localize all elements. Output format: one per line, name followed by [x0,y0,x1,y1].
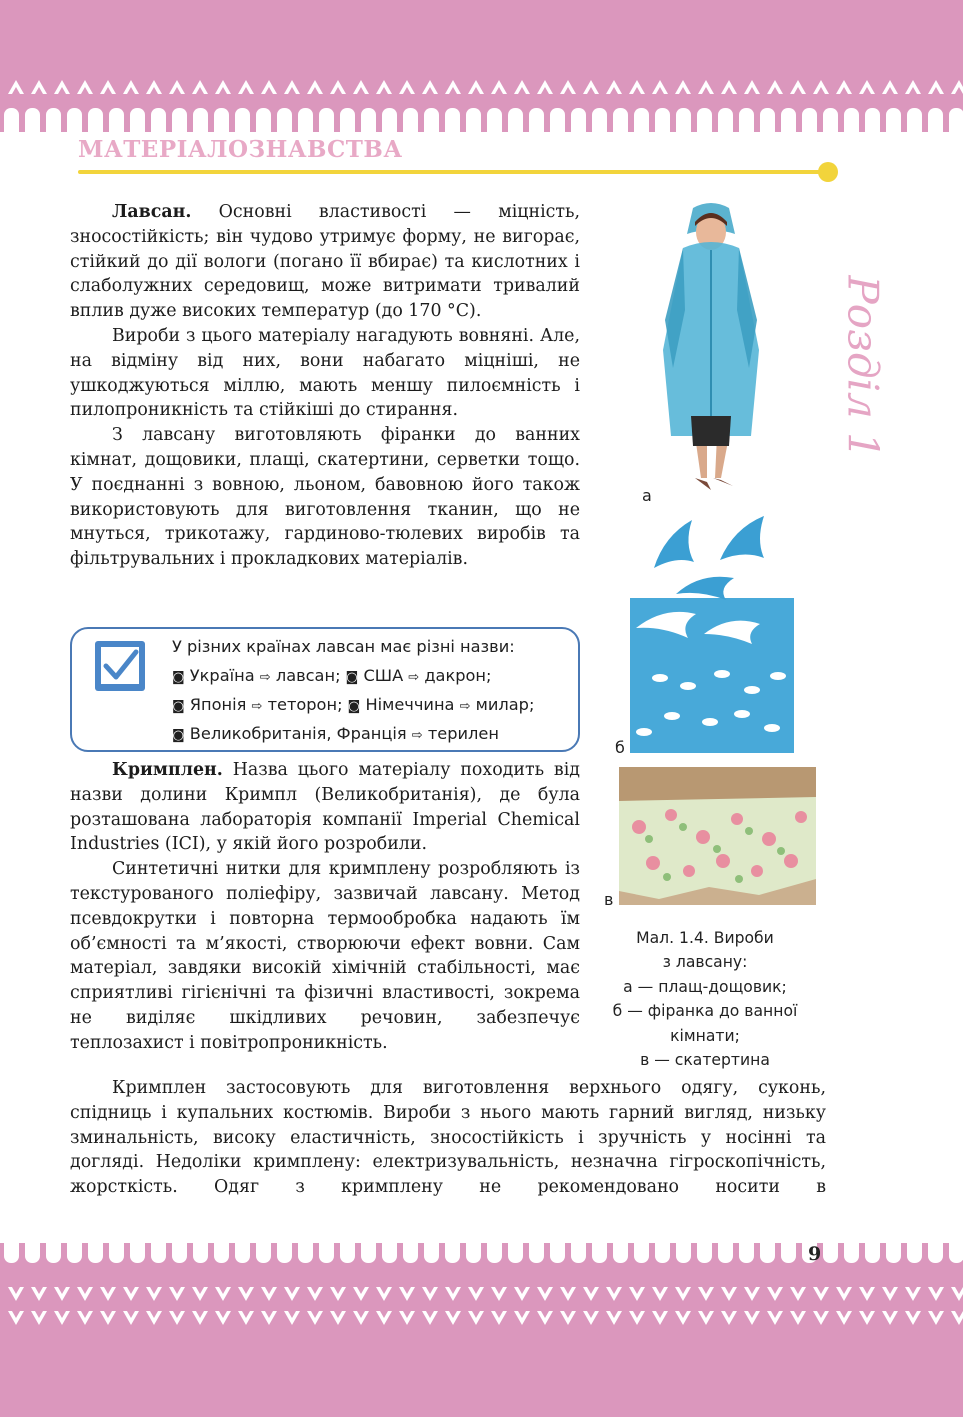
raincoat-photo [655,200,767,495]
bottom-decorative-band [0,1243,963,1417]
bullet-icon: ◙ [347,699,361,714]
shower-curtain-photo [630,510,794,753]
arrow-icon: ⇨ [251,699,263,714]
info-box-line: ◙ Україна ⇨ лавсан; ◙ США ⇨ дакрон; [172,666,492,685]
info-box-line: ◙ Великобританія, Франція ⇨ терилен [172,724,499,743]
lace-ornament-icon [0,1243,963,1417]
info-box-line: ◙ Японія ⇨ теторон; ◙ Німеччина ⇨ милар; [172,695,535,714]
paragraph-text: З лавсану виготовляють фіранки до ванних кімнат, дощовики, плащі, скатертини, серветки тощо. У поєднанні з вовною, льоном, бавовною його також використовують для виготовлення тканин, що не мнуться, трикотажу, гардиново-тюлевих виробів та фільтрувальних і прокладкових матеріалів. [70,425,580,570]
paragraph-text: Вироби з цього матеріалу нагадують вовняні. Але, на відміну від них, вони набагато міцніші, не ушкоджуються міллю, мають меншу пилоємність і пилопроникність та стійкіші до стирання. [70,325,580,421]
caption-line: б — фіранка до ванної [612,1002,798,1021]
info-box-intro: У різних країнах лавсан має різні назви: [172,637,515,656]
bullet-icon: ◙ [345,670,359,685]
paragraph [70,758,580,857]
wide-text-block [70,1076,826,1200]
page-number: 9 [808,1243,822,1265]
checkmark-icon [92,638,148,694]
bullet-icon: ◙ [172,670,185,685]
paragraph [70,423,580,572]
tablecloth-photo [619,767,816,905]
figure-caption [604,926,806,1072]
figure-label-a: а [642,486,652,505]
caption-line: в — скатертина [640,1051,770,1070]
raincoat-illustration [655,200,767,495]
bullet-icon: ◙ [172,699,185,714]
chapter-label: Розділ 1 [838,275,888,459]
shower-curtain-illustration [630,510,794,753]
title-underline [78,170,830,174]
arrow-icon: ⇨ [459,699,471,714]
paragraph-text: Кримплен застосовують для виготовлення верхнього одягу, суконь, спідниць і купальних костюмів. Вироби з нього мають гарний вигляд, низьку зминальність, високу еластичність, зносостійкість і зручність у носінні та догляді. Недоліки кримплену: електризувальність, незначна гігроскопічність, жорсткість. Одяг з кримплену не рекомендовано носити в [70,1078,826,1198]
paragraph [70,857,580,1055]
caption-line: з лавсану: [662,953,748,972]
paragraph-text: Синтетичні нитки для кримплену розробляють із текстурованого поліефіру, зазвичай лавсану. Метод псевдокрутки і повторна термообробка надають їм об’ємності та м’якості, створюючи ефект вовни. Сам матеріал, завдяки високій хімічній стабільності, має сприятливі гігієнічні та фізичні властивості, зокрема не виділяє шкідливих речовин, забезпечує теплозахист і повітропроникність. [70,859,580,1053]
figure-label-b: б [615,738,625,757]
term-bold: Кримплен. [112,760,223,780]
paragraph-text: Назва цього матеріалу походить від назви долини Кримпл (Великобританія), де була розташована лабораторія компанії Imperial Chemical Industries (ICI), у якій його розробили. [70,760,580,855]
section-title: МАТЕРІАЛОЗНАВСТВА [78,136,403,163]
top-decorative-band [0,0,963,132]
caption-line: Мал. 1.4. Вироби [636,929,774,947]
kryplen-text-block [70,758,580,1056]
figure-label-c: в [604,890,614,909]
caption-line: а — плащ-дощовик; [623,977,787,996]
term-bold: Лавсан. [112,202,192,222]
info-box [70,627,580,752]
paragraph [70,324,580,423]
tablecloth-illustration [619,767,816,905]
lace-ornament-icon [0,0,963,132]
paragraph [70,200,580,324]
lavsan-text-block [70,200,580,572]
title-underline-dot [818,162,838,182]
arrow-icon: ⇨ [411,728,423,743]
bullet-icon: ◙ [172,728,185,743]
arrow-icon: ⇨ [259,670,271,685]
paragraph [70,1076,826,1200]
paragraph-text: Основні властивості — міцність, зносостійкість; він чудово утримує форму, не вигорає, стійкий до дії вологи (погано її вбирає) та кислотних і слаболужних середовищ, може витримати тривалий вплив дуже високих температур (до 170 °С). [70,202,580,322]
arrow-icon: ⇨ [408,670,420,685]
caption-line: кімнати; [670,1026,740,1045]
